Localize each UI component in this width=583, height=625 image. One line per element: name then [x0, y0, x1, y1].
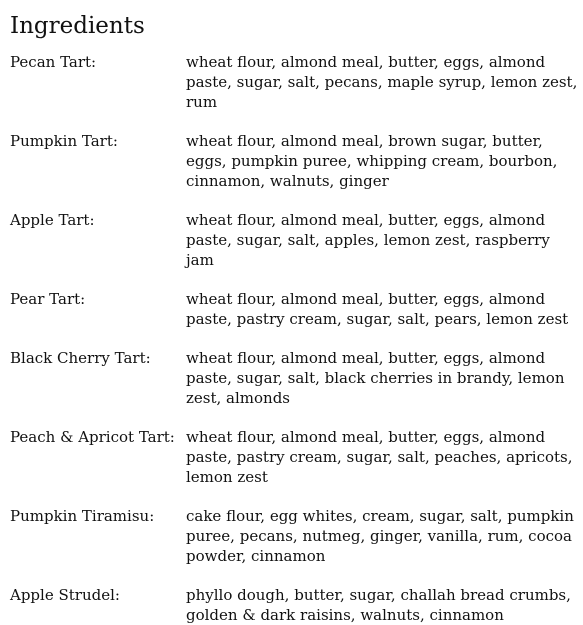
ingredient-row-pear-tart: [10, 289, 583, 329]
item-ingredients: phyllo dough, butter, sugar, challah bread crumbs, golden & dark raisins, walnuts, cinnamon: [186, 586, 571, 624]
item-name: Pumpkin Tart:: [10, 132, 118, 150]
item-ingredients: wheat flour, almond meal, butter, eggs, almond paste, pastry cream, sugar, salt, peaches, apricots, lemon zest: [186, 428, 573, 486]
item-ingredients: wheat flour, almond meal, butter, eggs, almond paste, sugar, salt, black cherries in brandy, lemon zest, almonds: [186, 349, 565, 407]
ingredient-row-apple-strudel: [10, 585, 583, 625]
item-name: Pear Tart:: [10, 290, 86, 308]
ingredient-row-pumpkin-tart: [10, 131, 583, 191]
item-name: Pecan Tart:: [10, 53, 97, 71]
item-ingredients: cake flour, egg whites, cream, sugar, salt, pumpkin puree, pecans, nutmeg, ginger, vanilla, rum, cocoa powder, cinnamon: [186, 507, 574, 565]
ingredient-row-black-cherry-tart: [10, 348, 583, 408]
item-name: Black Cherry Tart:: [10, 349, 151, 367]
item-name: Apple Strudel:: [10, 586, 120, 604]
item-ingredients: wheat flour, almond meal, butter, eggs, almond paste, sugar, salt, pecans, maple syrup, lemon zest, rum: [186, 53, 578, 111]
item-name: Apple Tart:: [10, 211, 95, 229]
ingredient-row-pumpkin-tiramisu: [10, 506, 583, 566]
ingredient-row-apple-tart: [10, 210, 583, 270]
item-ingredients: wheat flour, almond meal, brown sugar, butter, eggs, pumpkin puree, whipping cream, bourbon, cinnamon, walnuts, ginger: [186, 132, 558, 190]
item-name: Pumpkin Tiramisu:: [10, 507, 155, 525]
item-ingredients: wheat flour, almond meal, butter, eggs, almond paste, sugar, salt, apples, lemon zest, raspberry jam: [186, 211, 550, 269]
page-title: Ingredients: [10, 13, 145, 39]
ingredient-row-pecan-tart: [10, 52, 583, 112]
ingredient-row-peach-apricot-tart: [10, 427, 583, 487]
item-name: Peach & Apricot Tart:: [10, 428, 175, 446]
item-ingredients: wheat flour, almond meal, butter, eggs, almond paste, pastry cream, sugar, salt, pears, lemon zest: [186, 290, 569, 328]
